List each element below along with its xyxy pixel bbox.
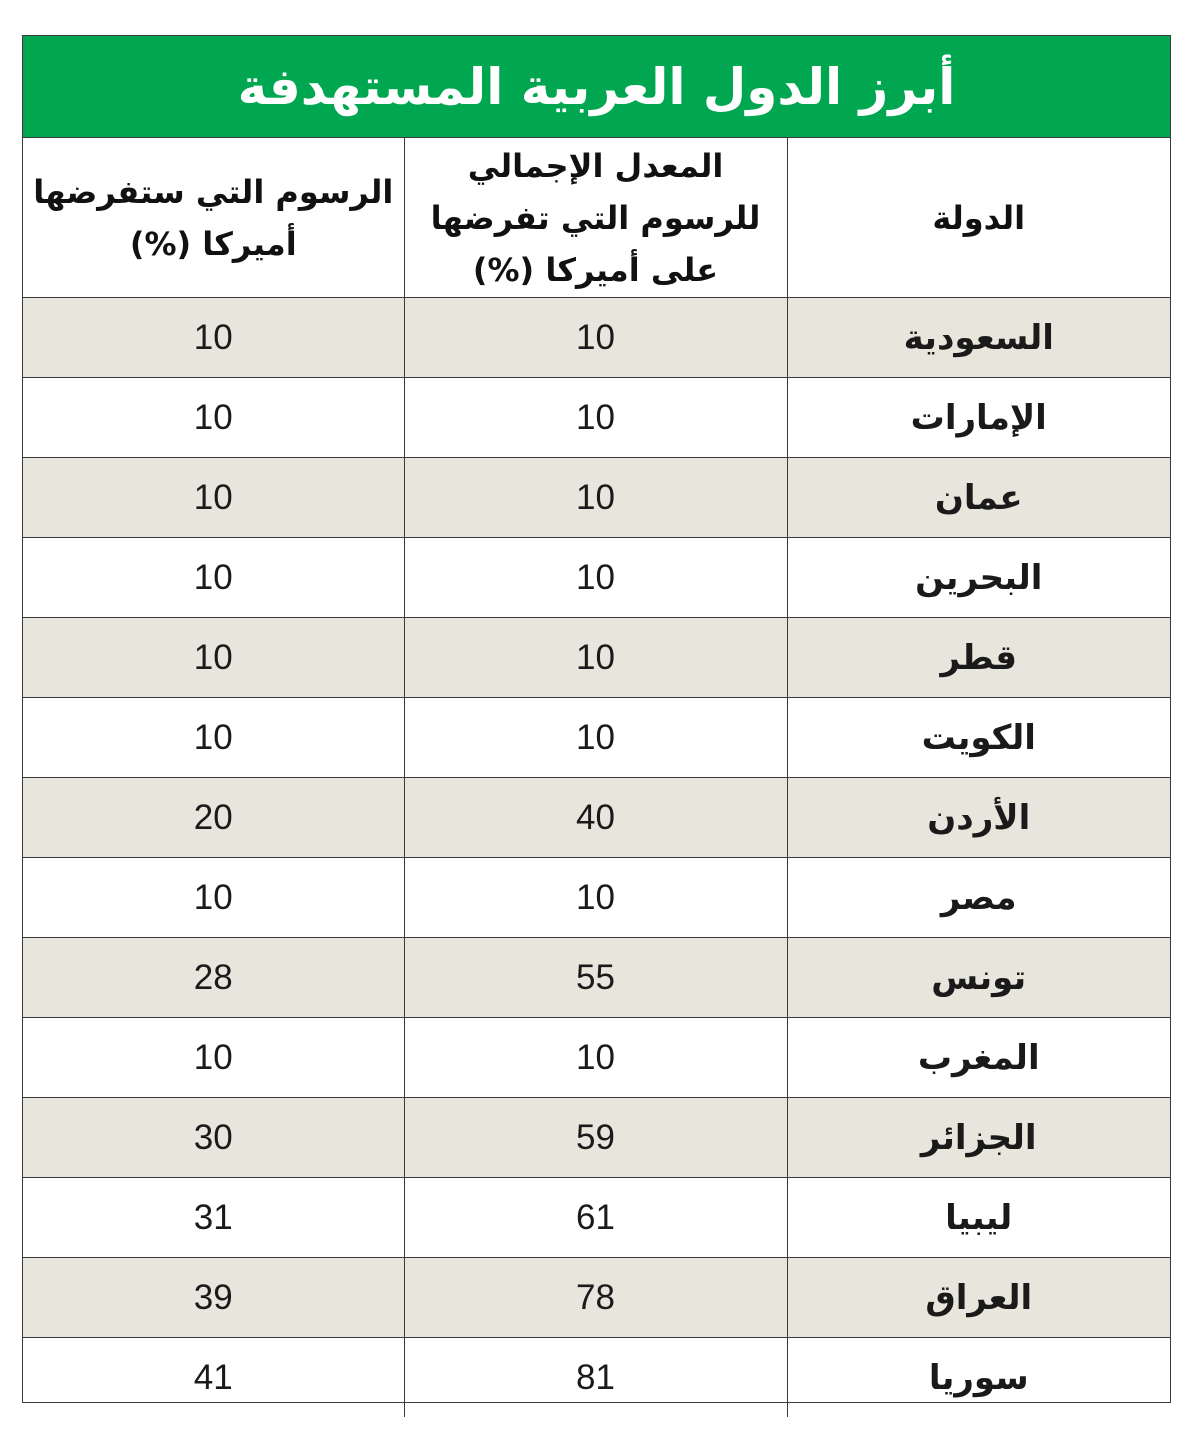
cell-us-tariff: 10 bbox=[23, 458, 404, 538]
cell-total-rate: 59 bbox=[404, 1098, 787, 1178]
table-row bbox=[23, 1018, 1170, 1098]
cell-country: الكويت bbox=[787, 698, 1170, 778]
cell-country: مصر bbox=[787, 858, 1170, 938]
cell-country: السعودية bbox=[787, 298, 1170, 378]
table-row bbox=[23, 378, 1170, 458]
table-body bbox=[23, 298, 1170, 1418]
cell-total-rate: 61 bbox=[404, 1178, 787, 1258]
table-row bbox=[23, 778, 1170, 858]
table-row bbox=[23, 298, 1170, 378]
cell-total-rate: 55 bbox=[404, 938, 787, 1018]
cell-country: الأردن bbox=[787, 778, 1170, 858]
cell-total-rate: 10 bbox=[404, 298, 787, 378]
cell-total-rate: 81 bbox=[404, 1338, 787, 1418]
table-row bbox=[23, 698, 1170, 778]
cell-country: الإمارات bbox=[787, 378, 1170, 458]
cell-total-rate: 10 bbox=[404, 538, 787, 618]
cell-total-rate: 78 bbox=[404, 1258, 787, 1338]
cell-us-tariff: 31 bbox=[23, 1178, 404, 1258]
cell-total-rate: 10 bbox=[404, 618, 787, 698]
table-title: أبرز الدول العربية المستهدفة bbox=[237, 57, 956, 116]
cell-total-rate: 40 bbox=[404, 778, 787, 858]
cell-country: سوريا bbox=[787, 1338, 1170, 1418]
cell-country: ليبيا bbox=[787, 1178, 1170, 1258]
header-row bbox=[23, 138, 1170, 298]
cell-country: البحرين bbox=[787, 538, 1170, 618]
cell-country: المغرب bbox=[787, 1018, 1170, 1098]
table-row bbox=[23, 618, 1170, 698]
cell-total-rate: 10 bbox=[404, 858, 787, 938]
cell-us-tariff: 20 bbox=[23, 778, 404, 858]
table-row bbox=[23, 1098, 1170, 1178]
cell-us-tariff: 10 bbox=[23, 298, 404, 378]
cell-us-tariff: 41 bbox=[23, 1338, 404, 1418]
tariff-table bbox=[23, 138, 1170, 1417]
cell-country: تونس bbox=[787, 938, 1170, 1018]
table-row bbox=[23, 1258, 1170, 1338]
cell-us-tariff: 28 bbox=[23, 938, 404, 1018]
cell-total-rate: 10 bbox=[404, 1018, 787, 1098]
cell-us-tariff: 30 bbox=[23, 1098, 404, 1178]
cell-country: قطر bbox=[787, 618, 1170, 698]
cell-us-tariff: 39 bbox=[23, 1258, 404, 1338]
header-country: الدولة bbox=[787, 138, 1170, 298]
cell-us-tariff: 10 bbox=[23, 698, 404, 778]
cell-us-tariff: 10 bbox=[23, 378, 404, 458]
cell-total-rate: 10 bbox=[404, 458, 787, 538]
cell-us-tariff: 10 bbox=[23, 858, 404, 938]
cell-total-rate: 10 bbox=[404, 698, 787, 778]
table-title-bar bbox=[23, 36, 1170, 138]
cell-country: عمان bbox=[787, 458, 1170, 538]
cell-country: الجزائر bbox=[787, 1098, 1170, 1178]
cell-country: العراق bbox=[787, 1258, 1170, 1338]
cell-total-rate: 10 bbox=[404, 378, 787, 458]
table-row bbox=[23, 1178, 1170, 1258]
table-row bbox=[23, 458, 1170, 538]
table-row bbox=[23, 538, 1170, 618]
table-row bbox=[23, 858, 1170, 938]
cell-us-tariff: 10 bbox=[23, 1018, 404, 1098]
header-total-rate: المعدل الإجمالي للرسوم التي تفرضها على أميركا (%) bbox=[404, 138, 787, 298]
table-row bbox=[23, 1338, 1170, 1418]
tariff-table-figure bbox=[22, 35, 1171, 1403]
cell-us-tariff: 10 bbox=[23, 618, 404, 698]
cell-us-tariff: 10 bbox=[23, 538, 404, 618]
header-us-tariff: الرسوم التي ستفرضها أميركا (%) bbox=[23, 138, 404, 298]
table-row bbox=[23, 938, 1170, 1018]
